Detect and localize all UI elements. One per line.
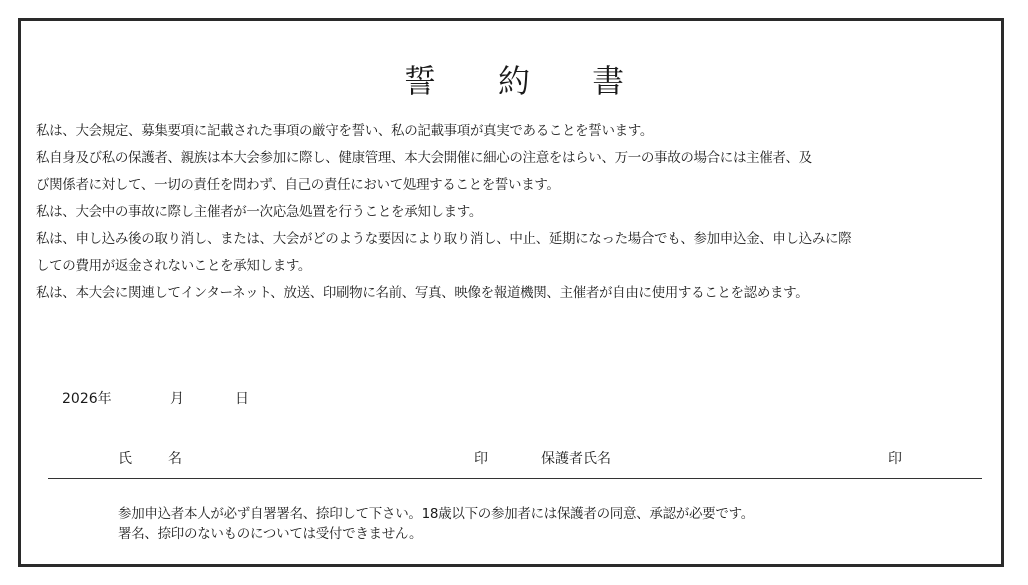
pledge-line-4: 私は、大会中の事故に際し主催者が一次応急処置を行うことを承知します。 <box>36 204 483 220</box>
date-year: 2026年 <box>62 391 112 407</box>
pledge-body <box>36 118 996 307</box>
date-day: 日 <box>235 391 249 407</box>
date-month: 月 <box>170 391 184 407</box>
signature-line <box>48 478 982 479</box>
pledge-line-7: 私は、本大会に関連してインターネット、放送、印刷物に名前、写真、映像を報道機関、主催者が自由に使用することを認めます。 <box>36 285 809 301</box>
seal-mark-participant: 印 <box>474 451 488 467</box>
page-title: 誓 約 書 <box>403 62 651 100</box>
seal-mark-guardian: 印 <box>888 451 902 467</box>
pledge-line-5: 私は、申し込み後の取り消し、または、大会がどのような要因により取り消し、中止、延期になった場合でも、参加申込金、申し込みに際 <box>36 231 852 247</box>
name-label-first-char: 氏 <box>118 451 132 467</box>
note-line-2: 署名、捺印のないものについては受付できません。 <box>118 526 423 542</box>
note-line-1: 参加申込者本人が必ず自署署名、捺印して下さい。18歳以下の参加者には保護者の同意、承認が必要です。 <box>118 506 754 522</box>
pledge-line-3: び関係者に対して、一切の責任を問わず、自己の責任において処理することを誓います。 <box>36 177 560 193</box>
guardian-name-label: 保護者氏名 <box>541 451 611 467</box>
pledge-line-2: 私自身及び私の保護者、親族は本大会参加に際し、健康管理、本大会開催に細心の注意をはらい、万一の事故の場合には主催者、及 <box>36 150 812 166</box>
name-label-second-char: 名 <box>168 451 182 467</box>
notes-block <box>118 504 754 544</box>
pledge-line-6: しての費用が返金されないことを承知します。 <box>36 258 312 274</box>
pledge-line-1: 私は、大会規定、募集要項に記載された事項の厳守を誓い、私の記載事項が真実であることを誓います。 <box>36 123 653 139</box>
